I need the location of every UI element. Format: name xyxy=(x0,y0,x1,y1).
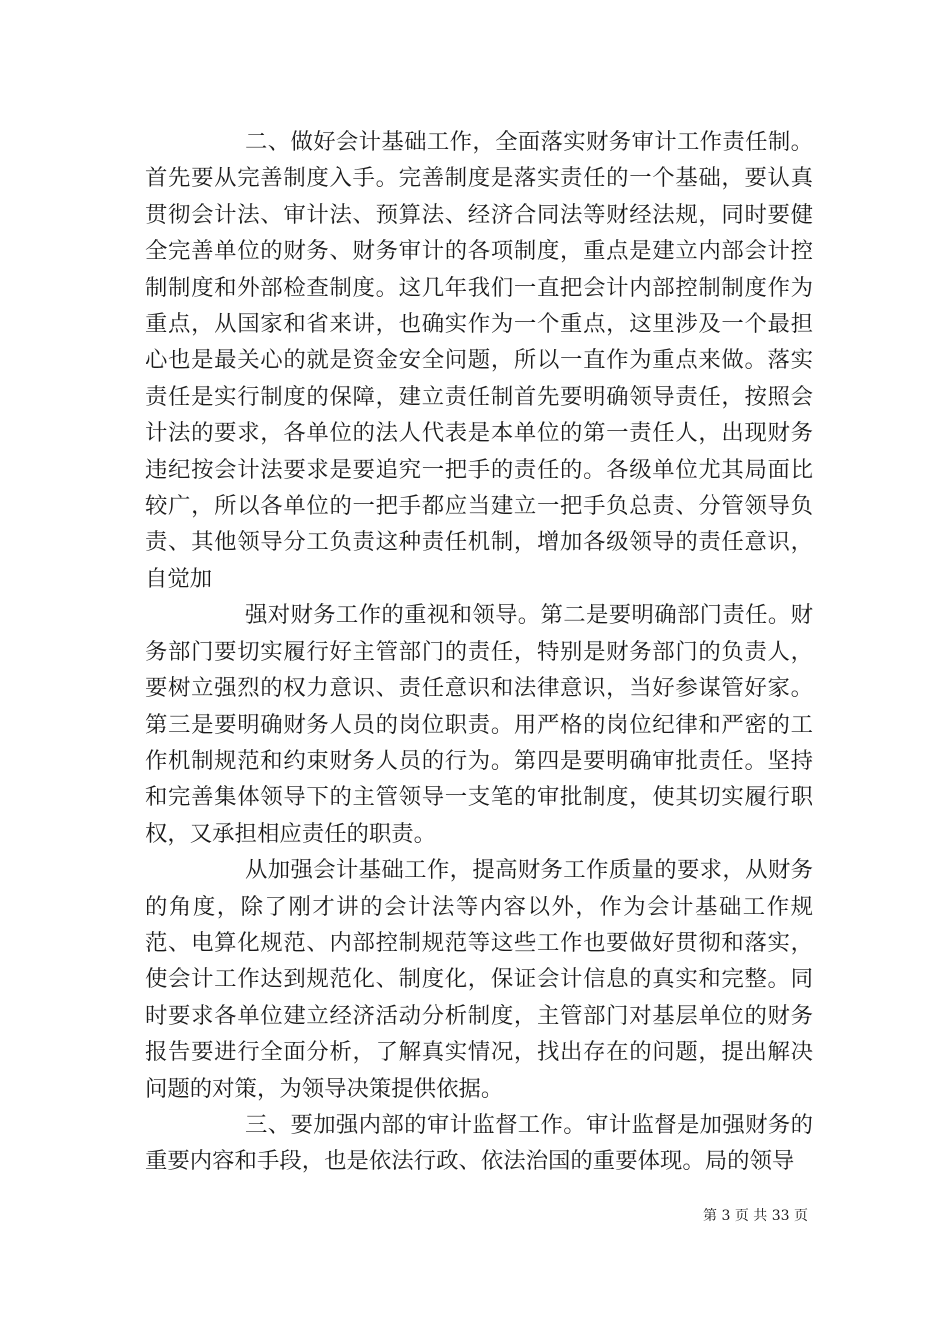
page-number-footer: 第 3 页 共 33 页 xyxy=(703,1208,808,1224)
paragraph-3: 从加强会计基础工作，提高财务工作质量的要求，从财务的角度，除了刚才讲的会计法等内容以外，作为会计基础工作规范、电算化规范、内部控制规范等这些工作也要做好贯彻和落实，使会计工作达到规范化、制度化，保证会计信息的真实和完整。同时要求各单位建立经济活动分析制度，主管部门对基层单位的财务报告要进行全面分析，了解真实情况，找出存在的问题，提出解决问题的对策，为领导决策提供依据。 xyxy=(145,857,813,1102)
paragraph-4: 三、要加强内部的审计监督工作。审计监督是加强财务的重要内容和手段，也是依法行政、依法治国的重要体现。局的领导 xyxy=(145,1111,813,1175)
document-body xyxy=(145,124,813,1180)
paragraph-2: 强对财务工作的重视和领导。第二是要明确部门责任。财务部门要切实履行好主管部门的责任，特别是财务部门的负责人，要树立强烈的权力意识、责任意识和法律意识，当好参谋管好家。第三是要明确财务人员的岗位职责。用严格的岗位纪律和严密的工作机制规范和约束财务人员的行为。第四是要明确审批责任。坚持和完善集体领导下的主管领导一支笔的审批制度，使其切实履行职权，又承担相应责任的职责。 xyxy=(145,602,813,847)
paragraph-1: 二、做好会计基础工作，全面落实财务审计工作责任制。首先要从完善制度入手。完善制度是落实责任的一个基础，要认真贯彻会计法、审计法、预算法、经济合同法等财经法规，同时要健全完善单位的财务、财务审计的各项制度，重点是建立内部会计控制制度和外部检查制度。这几年我们一直把会计内部控制制度作为重点，从国家和省来讲，也确实作为一个重点，这里涉及一个最担心也是最关心的就是资金安全问题，所以一直作为重点来做。落实责任是实行制度的保障，建立责任制首先要明确领导责任，按照会计法的要求，各单位的法人代表是本单位的第一责任人，出现财务违纪按会计法要求是要追究一把手的责任的。各级单位尤其局面比较广，所以各单位的一把手都应当建立一把手负总责、分管领导负责、其他领导分工负责这种责任机制，增加各级领导的责任意识，自觉加 xyxy=(145,129,813,592)
